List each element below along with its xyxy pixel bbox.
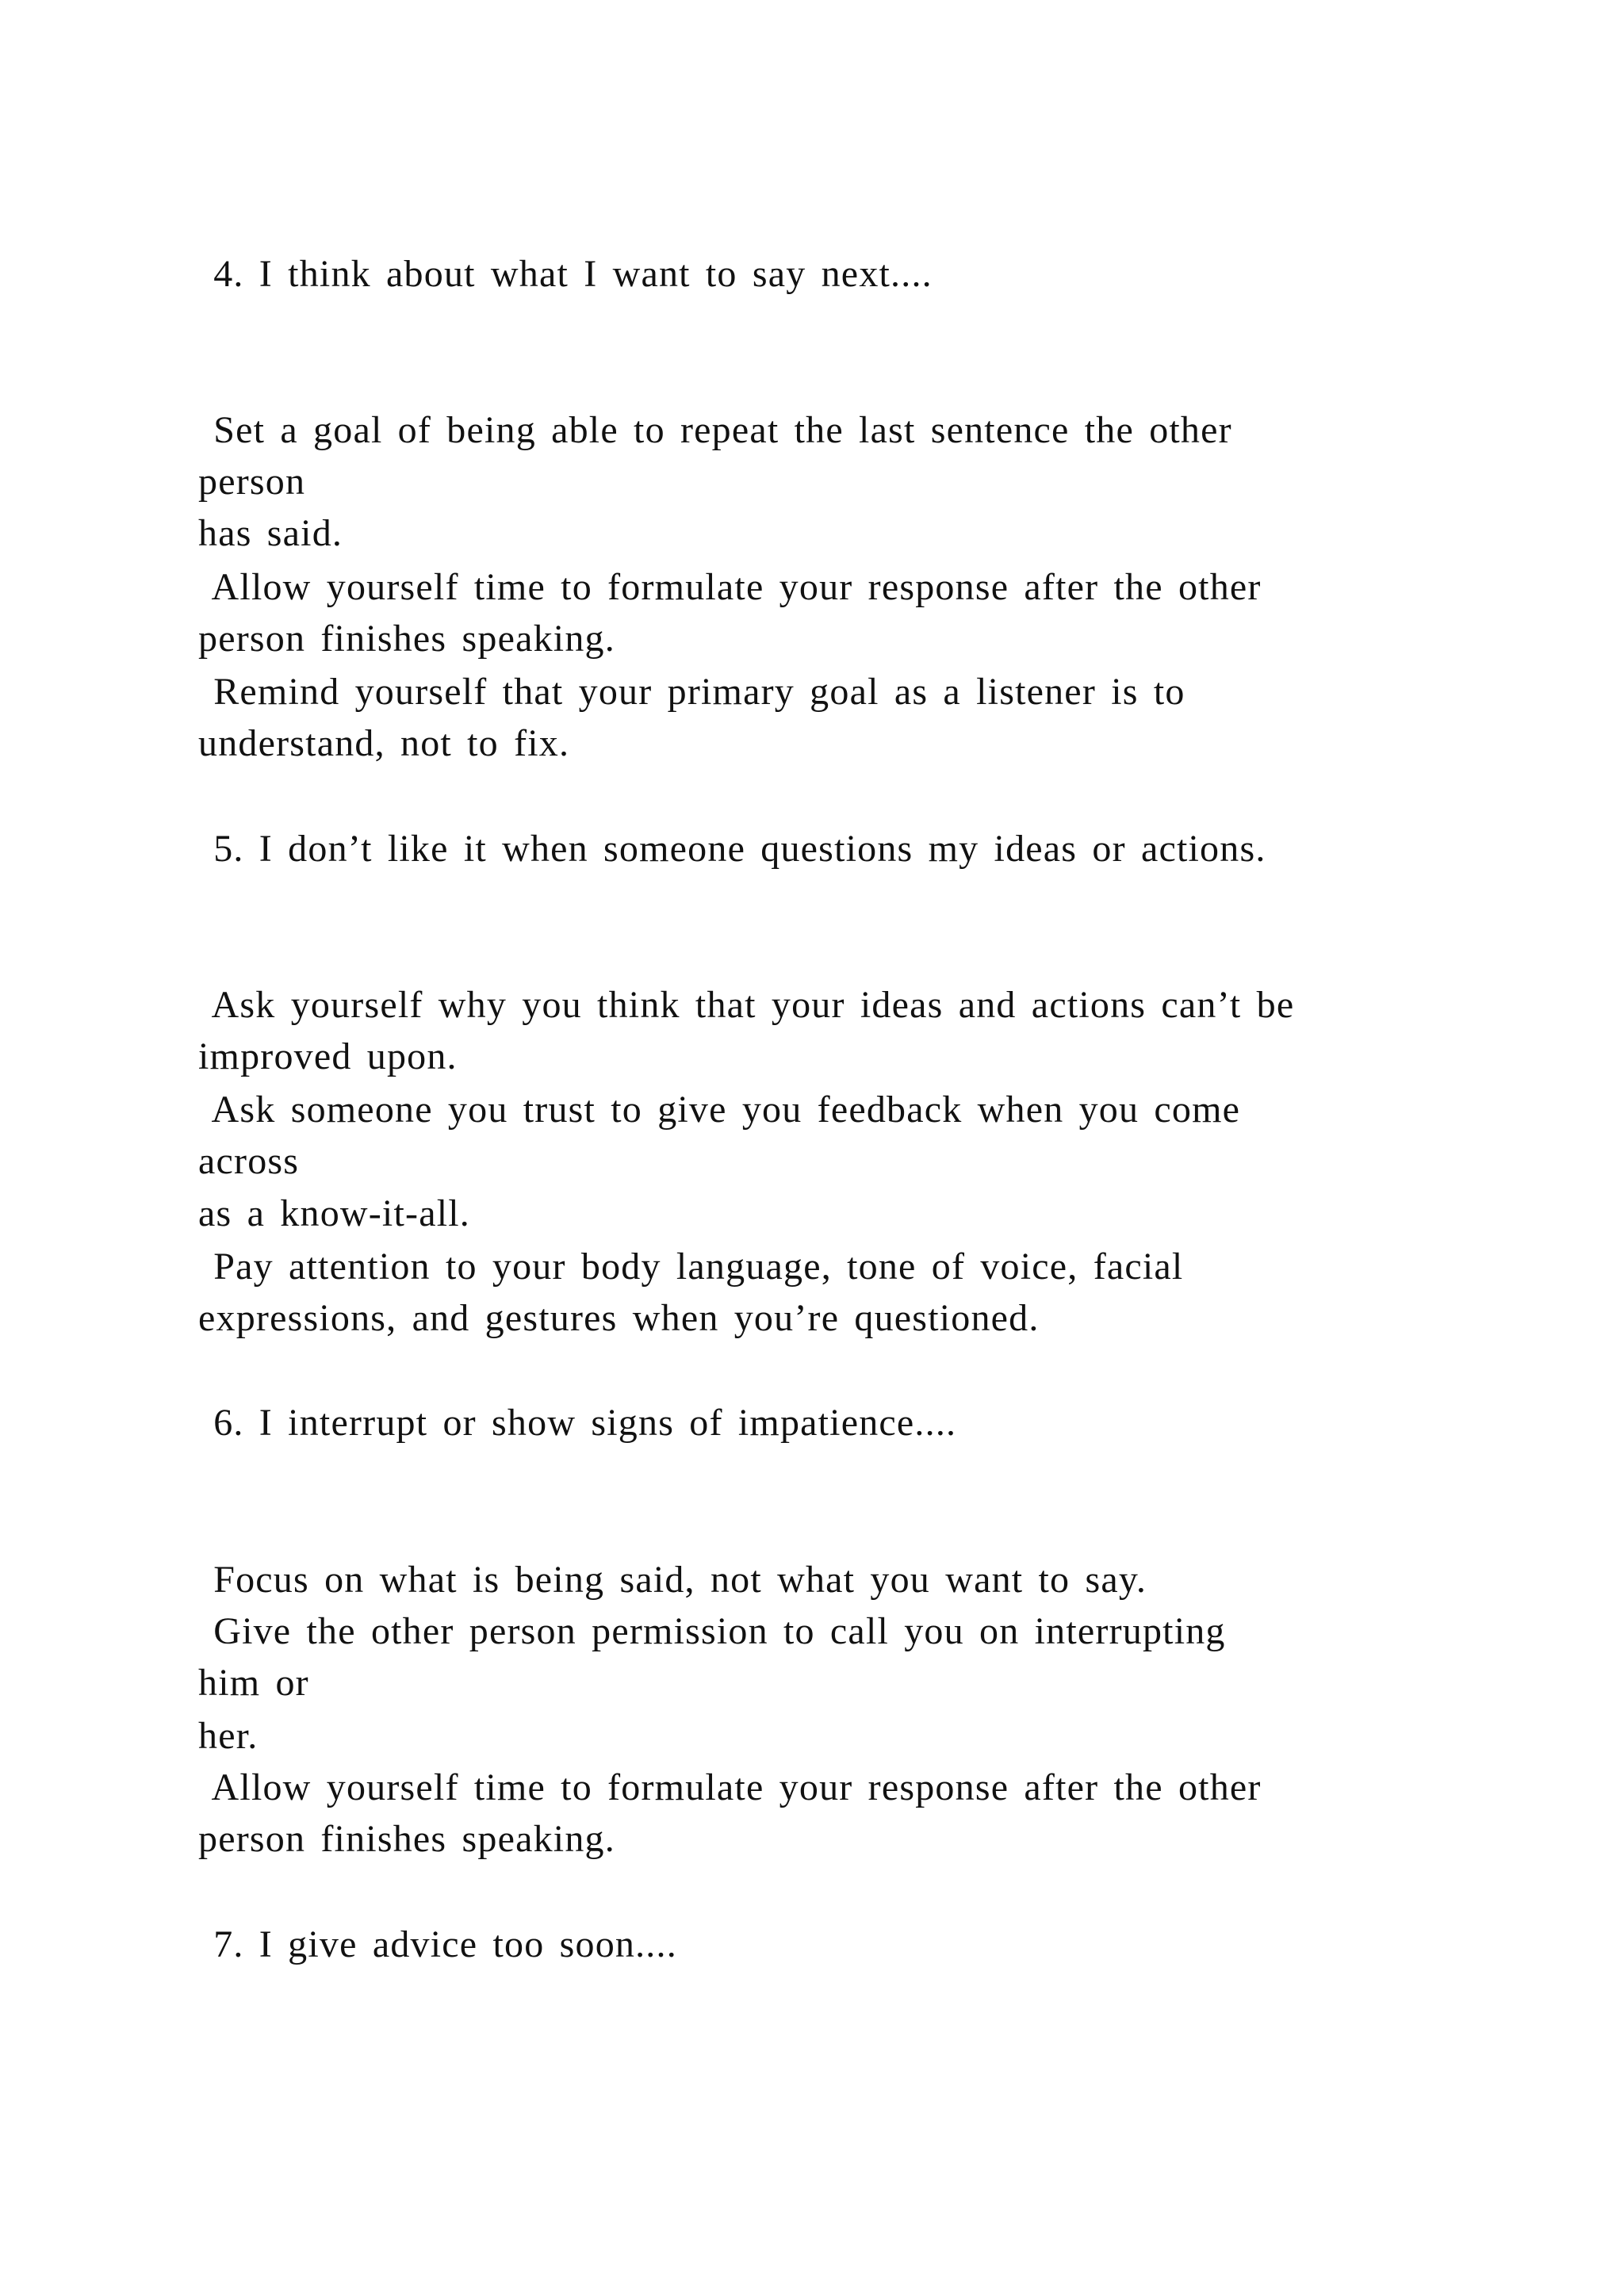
tip-line: understand, not to fix. <box>198 722 570 764</box>
heading-item-7: 7. I give advice too soon.... <box>198 1923 677 1965</box>
heading-item-5: 5. I don’t like it when someone questions my ideas or actions. <box>198 828 1266 870</box>
tip-line: improved upon. <box>198 1035 458 1077</box>
tip-line: Ask someone you trust to give you feedback when you come <box>198 1089 1241 1131</box>
tip-line: expressions, and gestures when you’re questioned. <box>198 1297 1040 1339</box>
tip-line: Allow yourself time to formulate your response after the other <box>198 1766 1262 1808</box>
tip-line: Set a goal of being able to repeat the last sentence the other <box>198 409 1232 451</box>
tip-line: person finishes speaking. <box>198 618 615 660</box>
tip-line: Give the other person permission to call you on interrupting <box>198 1610 1226 1652</box>
tip-line: Remind yourself that your primary goal as a listener is to <box>198 671 1185 713</box>
tip-line: has said. <box>198 512 343 554</box>
heading-item-4: 4. I think about what I want to say next.... <box>198 253 933 295</box>
tip-line: person finishes speaking. <box>198 1818 615 1860</box>
tip-line: as a know-it-all. <box>198 1192 470 1234</box>
tip-line: Focus on what is being said, not what you want to say. <box>198 1559 1147 1601</box>
tip-line: Ask yourself why you think that your ideas and actions can’t be <box>198 984 1295 1026</box>
tip-line: person <box>198 461 306 503</box>
tip-line: Pay attention to your body language, tone of voice, facial <box>198 1246 1184 1288</box>
tip-line: across <box>198 1140 300 1182</box>
heading-item-6: 6. I interrupt or show signs of impatience.... <box>198 1402 957 1444</box>
tip-line: him or <box>198 1662 309 1704</box>
tip-line: her. <box>198 1715 259 1757</box>
tip-line: Allow yourself time to formulate your response after the other <box>198 566 1262 608</box>
